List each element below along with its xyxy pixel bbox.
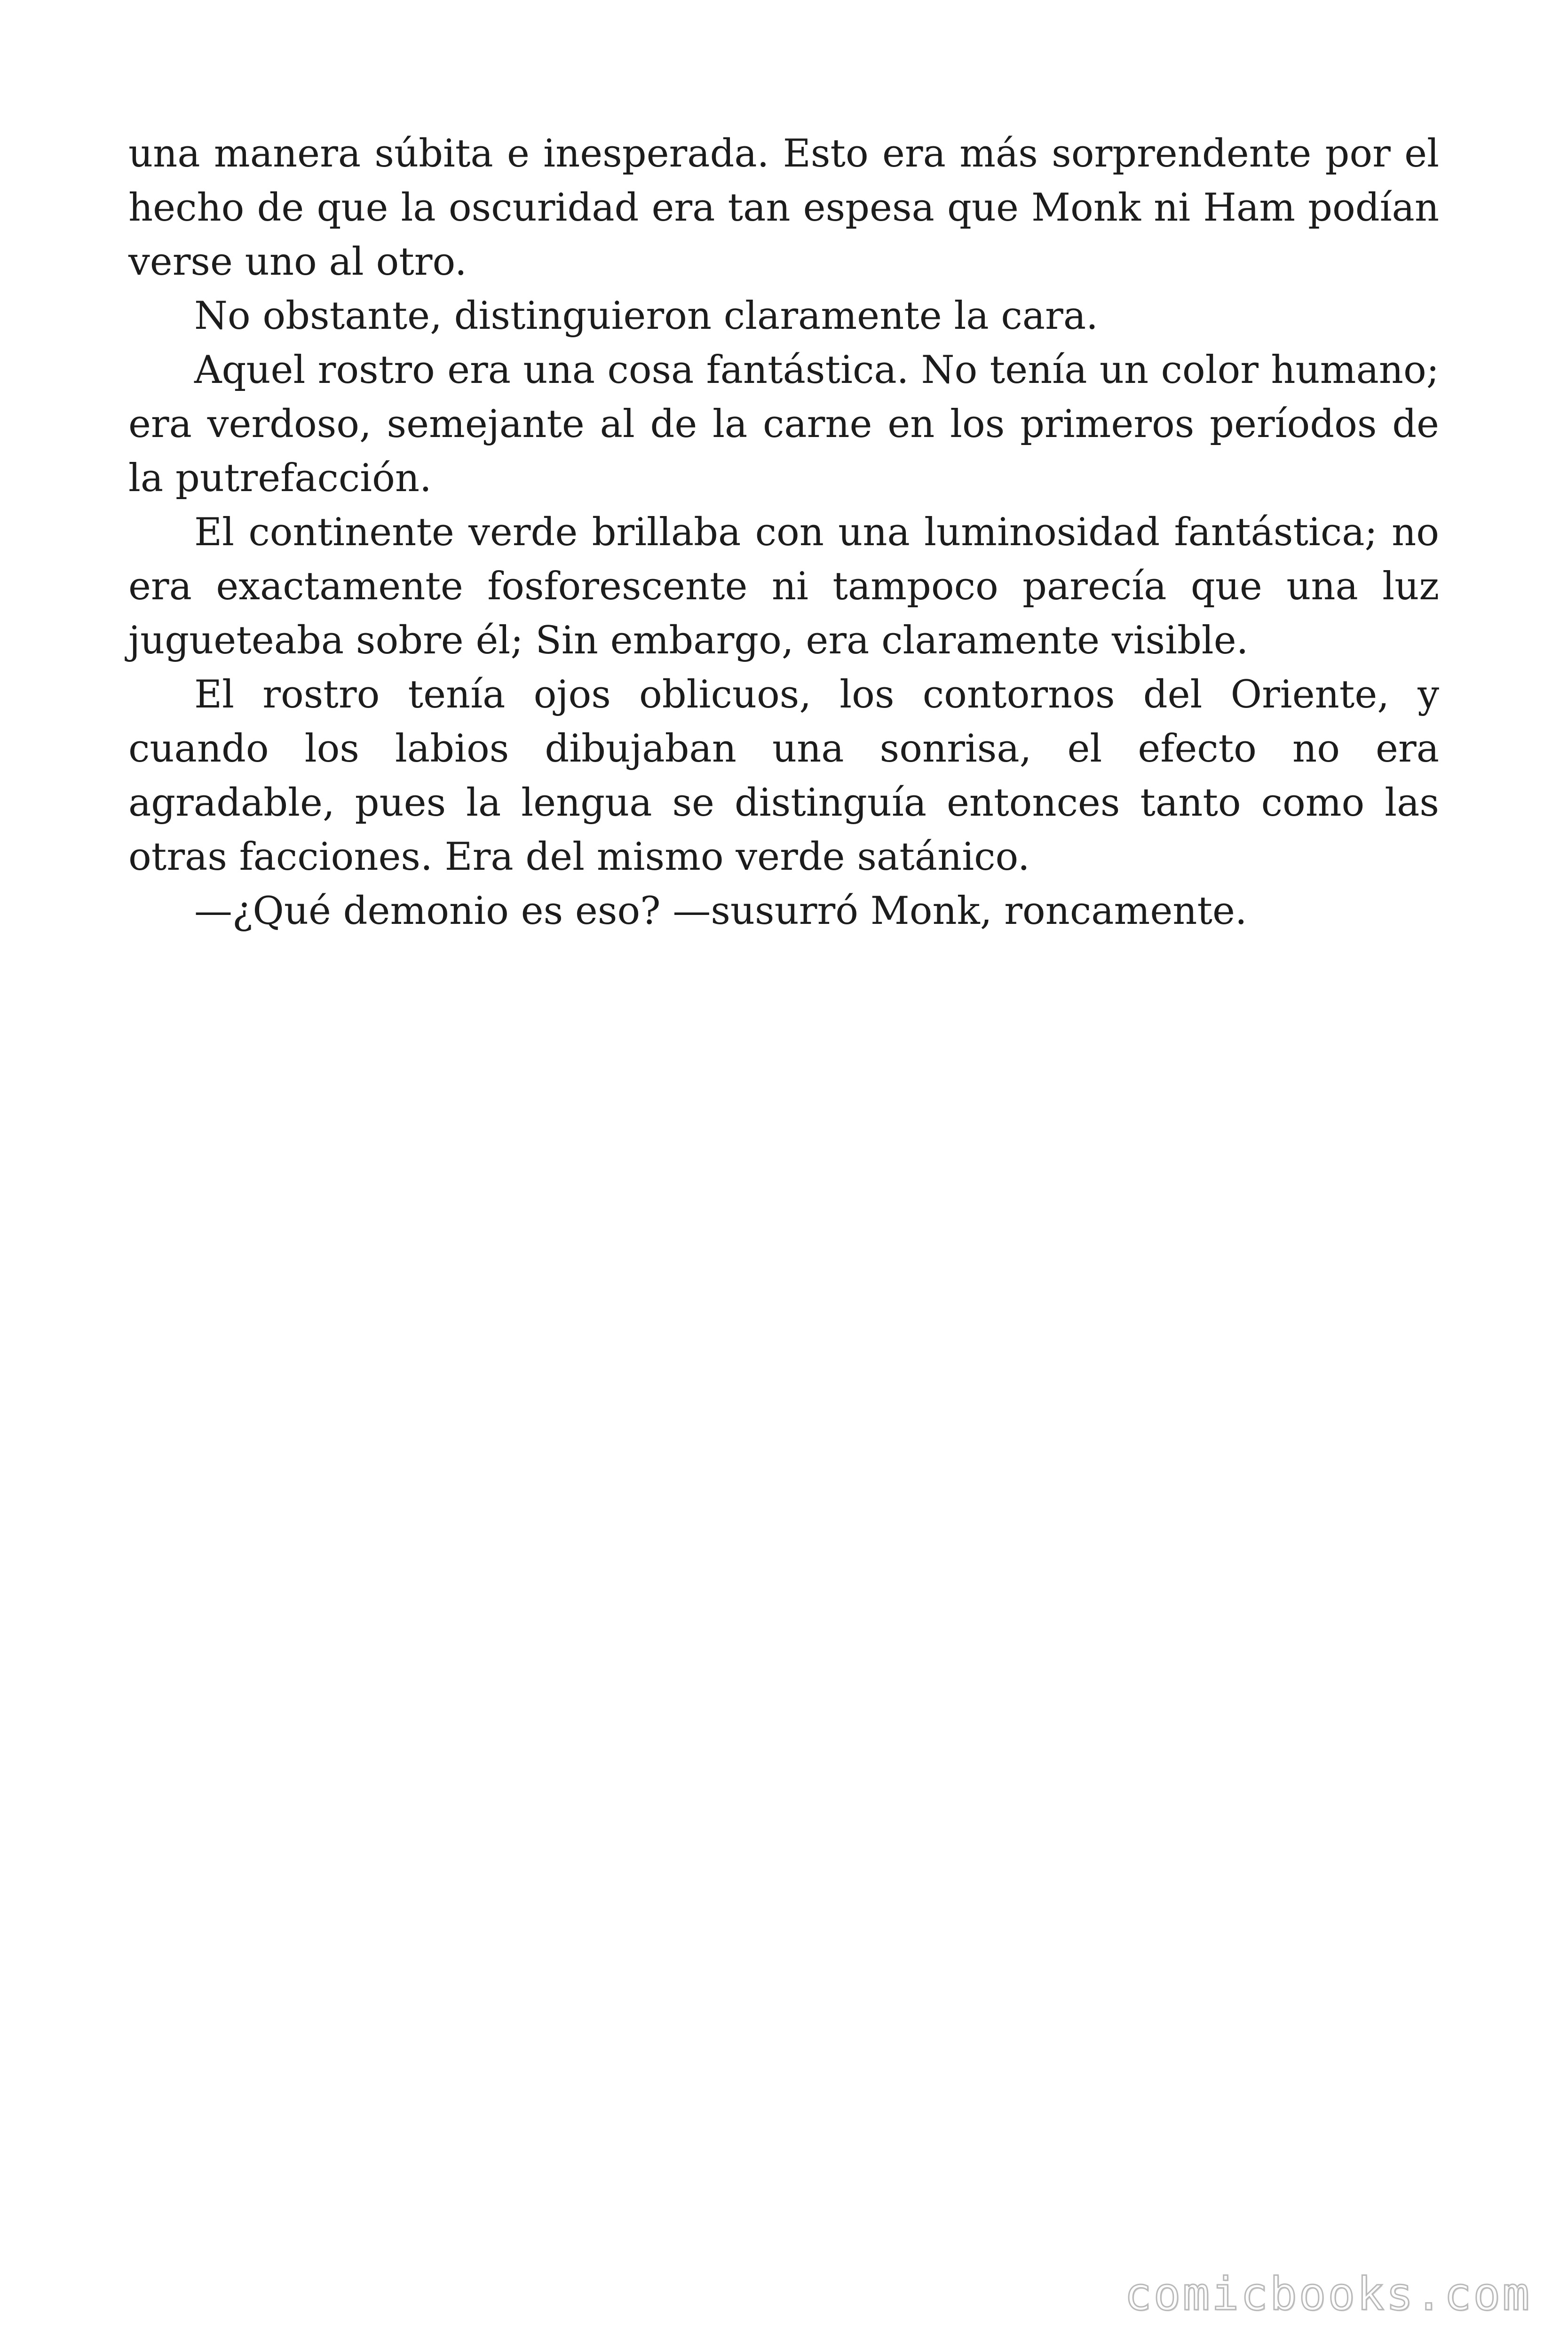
paragraph-3: Aquel rostro era una cosa fantástica. No tenía un color humano; era verdoso, semejante al de la carne en los primeros períodos de la putrefacción. — [128, 348, 1439, 501]
paragraph-5: El rostro tenía ojos oblicuos, los contornos del Oriente, y cuando los labios dibujaban una sonrisa, el efecto no era agradable, pues la lengua se distinguía entonces tanto como las otras facciones. Era del mismo verde satánico. — [128, 673, 1439, 879]
paragraph-4: El continente verde brillaba con una luminosidad fantástica; no era exactamente fosforescente ni tampoco parecía que una luz jugueteaba sobre él; Sin embargo, era claramente visible. — [128, 510, 1439, 663]
paragraph-2: No obstante, distinguieron claramente la cara. — [194, 294, 1098, 338]
paragraph-6: —¿Qué demonio es eso? —susurró Monk, roncamente. — [194, 889, 1247, 933]
watermark: comicbooks.com — [1124, 2268, 1531, 2320]
paragraph-1: una manera súbita e inesperada. Esto era más sorprendente por el hecho de que la oscuridad era tan espesa que Monk ni Ham podían verse uno al otro. — [128, 132, 1439, 284]
body-text — [128, 127, 1439, 938]
